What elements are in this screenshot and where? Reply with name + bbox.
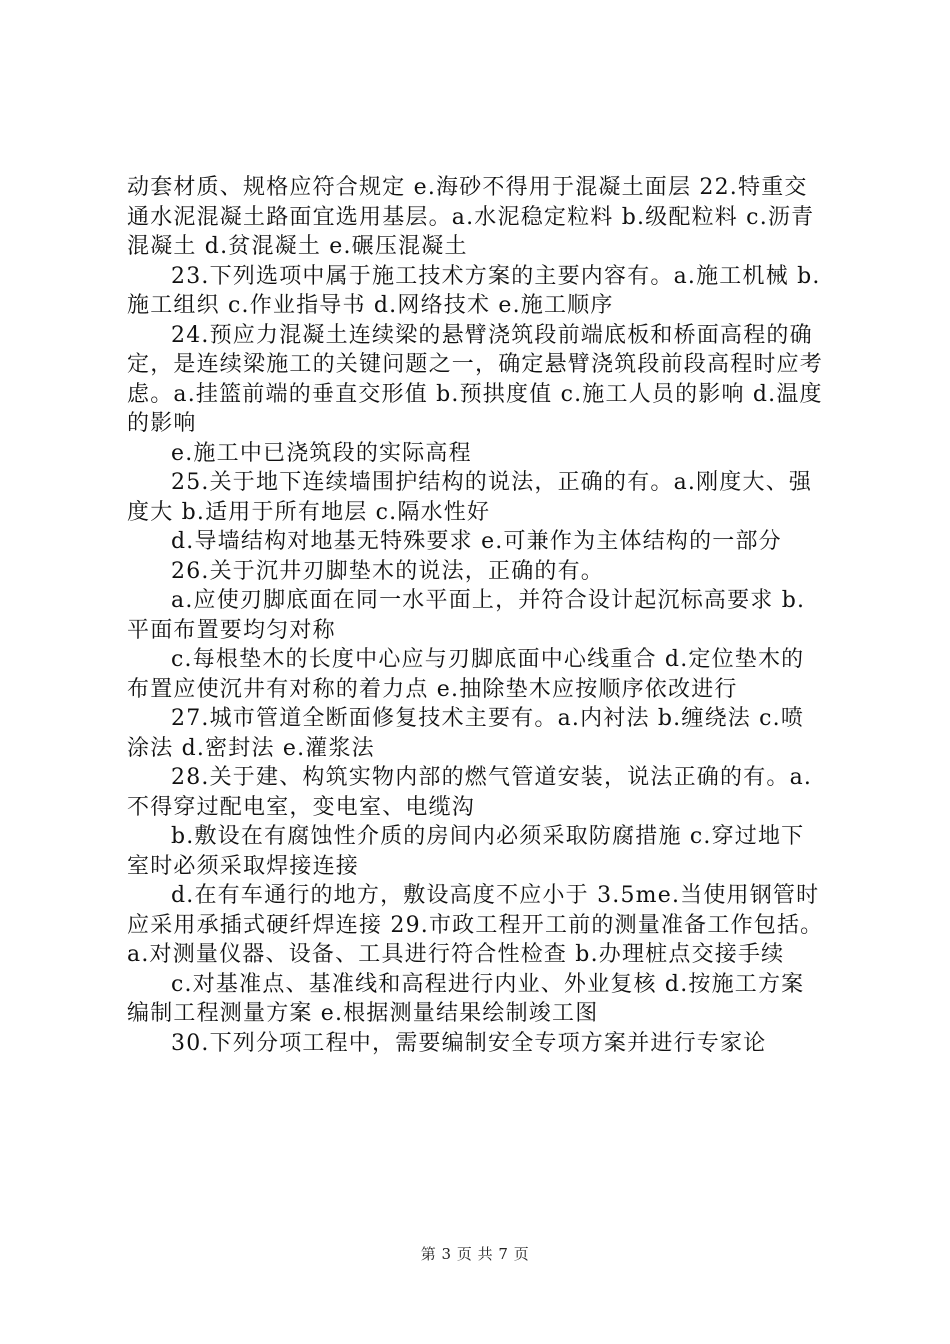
paragraph-14: c.对基准点、基准线和高程进行内业、外业复核 d.按施工方案编制工程测量方案 e.根据测量结果绘制竣工图 [127, 971, 805, 1026]
paragraph-9: c.每根垫木的长度中心应与刃脚底面中心线重合 d.定位垫木的布置应使沉井有对称的着力点 e.抽除垫木应按顺序依改进行 [127, 647, 805, 702]
paragraph-7: 26.关于沉井刃脚垫木的说法，正确的有。 [171, 558, 604, 584]
paragraph-13: d.在有车通行的地方，敷设高度不应小于 3.5me.当使用钢管时应采用承插式硬纤焊连接 29.市政工程开工前的测量准备工作包括。a.对测量仪器、设备、工具进行符合性检查 b.办理桩点交接手续 [127, 883, 824, 967]
paragraph-15: 30.下列分项工程中，需要编制安全专项方案并进行专家论 [171, 1030, 767, 1056]
paragraph-10: 27.城市管道全断面修复技术主要有。a.内衬法 b.缠绕法 c.喷涂法 d.密封法 e.灌浆法 [127, 706, 805, 761]
paragraph-4: e.施工中已浇筑段的实际高程 [171, 440, 472, 466]
paragraph-8: a.应使刃脚底面在同一水平面上，并符合设计起沉标高要求 b.平面布置要均匀对称 [127, 588, 806, 643]
paragraph-5: 25.关于地下连续墙围护结构的说法，正确的有。a.刚度大、强度大 b.适用于所有地层 c.隔水性好 [127, 470, 813, 525]
body-text [127, 173, 827, 1058]
paragraph-6: d.导墙结构对地基无特殊要求 e.可兼作为主体结构的一部分 [171, 529, 782, 554]
paragraph-11: 28.关于建、构筑实物内部的燃气管道安装，说法正确的有。a.不得穿过配电室，变电室、电缆沟 [127, 765, 813, 820]
paragraph-1: 动套材质、规格应符合规定 e.海砂不得用于混凝土面层 22.特重交通水泥混凝土路面宜选用基层。a.水泥稳定粒料 b.级配粒料 c.沥青混凝土 d.贫混凝土 e.碾压混凝土 [127, 175, 815, 259]
paragraph-12: b.敷设在有腐蚀性介质的房间内必须采取防腐措施 c.穿过地下室时必须采取焊接连接 [127, 824, 805, 879]
paragraph-2: 23.下列选项中属于施工技术方案的主要内容有。a.施工机械 b.施工组织 c.作业指导书 d.网络技术 e.施工顺序 [127, 263, 821, 318]
page-number-footer: 第 3 页 共 7 页 [420, 1245, 530, 1263]
paragraph-3: 24.预应力混凝土连续梁的悬臂浇筑段前端底板和桥面高程的确定，是连续梁施工的关键问题之一，确定悬臂浇筑段前段高程时应考虑。a.挂篮前端的垂直交形值 b.预拱度值 c.施工人员的影响 d.温度的影响 [127, 322, 824, 436]
